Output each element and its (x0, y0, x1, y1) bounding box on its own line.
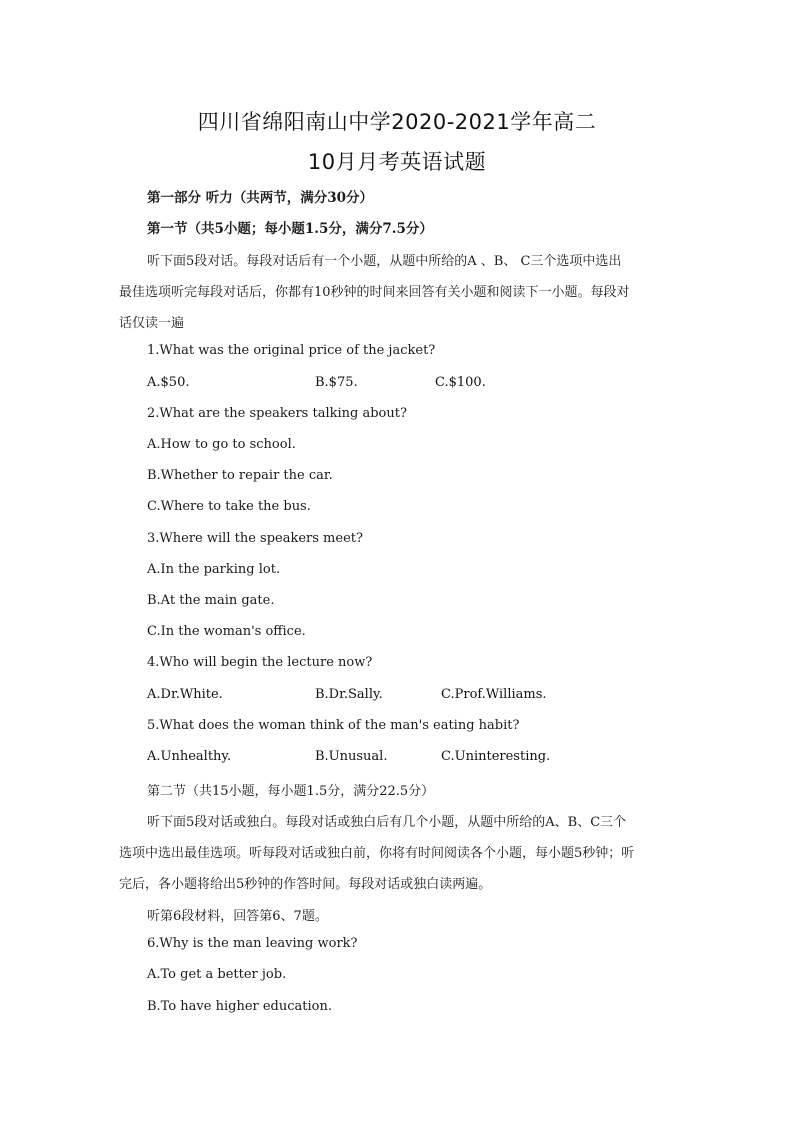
q5-option-a: A.Unhealthy. (147, 749, 232, 764)
q2-option-c: C.Where to take the bus. (147, 499, 311, 514)
section2-instruction-line: 听下面5段对话或独白。每段对话或独白后有几个小题，从题中所给的A、B、C三个 (147, 815, 627, 830)
section1-instruction-line: 话仅读一遍 (119, 316, 185, 331)
question-1: 1.What was the original price of the jacket? (147, 343, 436, 358)
section1-instruction-line: 听下面5段对话。每段对话后有一个小题，从题中所给的A 、B、 C三个选项中选出 (147, 254, 622, 269)
question-3: 3.Where will the speakers meet? (147, 531, 363, 546)
exam-subtitle: 10月月考英语试题 (307, 150, 487, 174)
question-2: 2.What are the speakers talking about? (147, 406, 407, 421)
question-5: 5.What does the woman think of the man's eating habit? (147, 718, 520, 733)
q4-option-b: B.Dr.Sally. (315, 687, 383, 702)
section2-instruction-line: 选项中选出最佳选项。听每段对话或独白前，你将有时间阅读各个小题，每小题5秒钟；听 (119, 846, 635, 861)
section1-instruction-line: 最佳选项听完每段对话后，你都有10秒钟的时间来回答有关小题和阅读下一小题。每段对 (119, 285, 630, 300)
q1-option-b: B.$75. (315, 375, 358, 390)
q6-option-b: B.To have higher education. (147, 999, 332, 1014)
q2-option-b: B.Whether to repair the car. (147, 468, 333, 483)
q1-option-a: A.$50. (147, 375, 190, 390)
q4-option-a: A.Dr.White. (147, 687, 223, 702)
q5-option-b: B.Unusual. (315, 749, 388, 764)
q1-option-c: C.$100. (435, 375, 486, 390)
q6-option-a: A.To get a better job. (147, 967, 287, 982)
section2-instruction-line: 完后，各小题将给出5秒钟的作答时间。每段对话或独白读两遍。 (119, 877, 492, 892)
q4-option-c: C.Prof.Williams. (441, 687, 547, 702)
part1-heading: 第一部分 听力（共两节，满分30分） (147, 190, 373, 206)
section1-heading: 第一节（共5小题；每小题1.5分，满分7.5分） (147, 221, 433, 237)
question-4: 4.Who will begin the lecture now? (147, 655, 373, 670)
q2-option-a: A.How to go to school. (147, 437, 296, 452)
q3-option-c: C.In the woman's office. (147, 624, 306, 639)
question-6: 6.Why is the man leaving work? (147, 936, 358, 951)
q3-option-a: A.In the parking lot. (147, 562, 281, 577)
q5-option-c: C.Uninteresting. (441, 749, 551, 764)
material-6-instruction: 听第6段材料，回答第6、7题。 (147, 909, 328, 924)
exam-title: 四川省绵阳南山中学2020-2021学年高二 (197, 110, 597, 134)
q3-option-b: B.At the main gate. (147, 593, 275, 608)
section2-heading: 第二节（共15小题，每小题1.5分，满分22.5分） (147, 784, 435, 799)
